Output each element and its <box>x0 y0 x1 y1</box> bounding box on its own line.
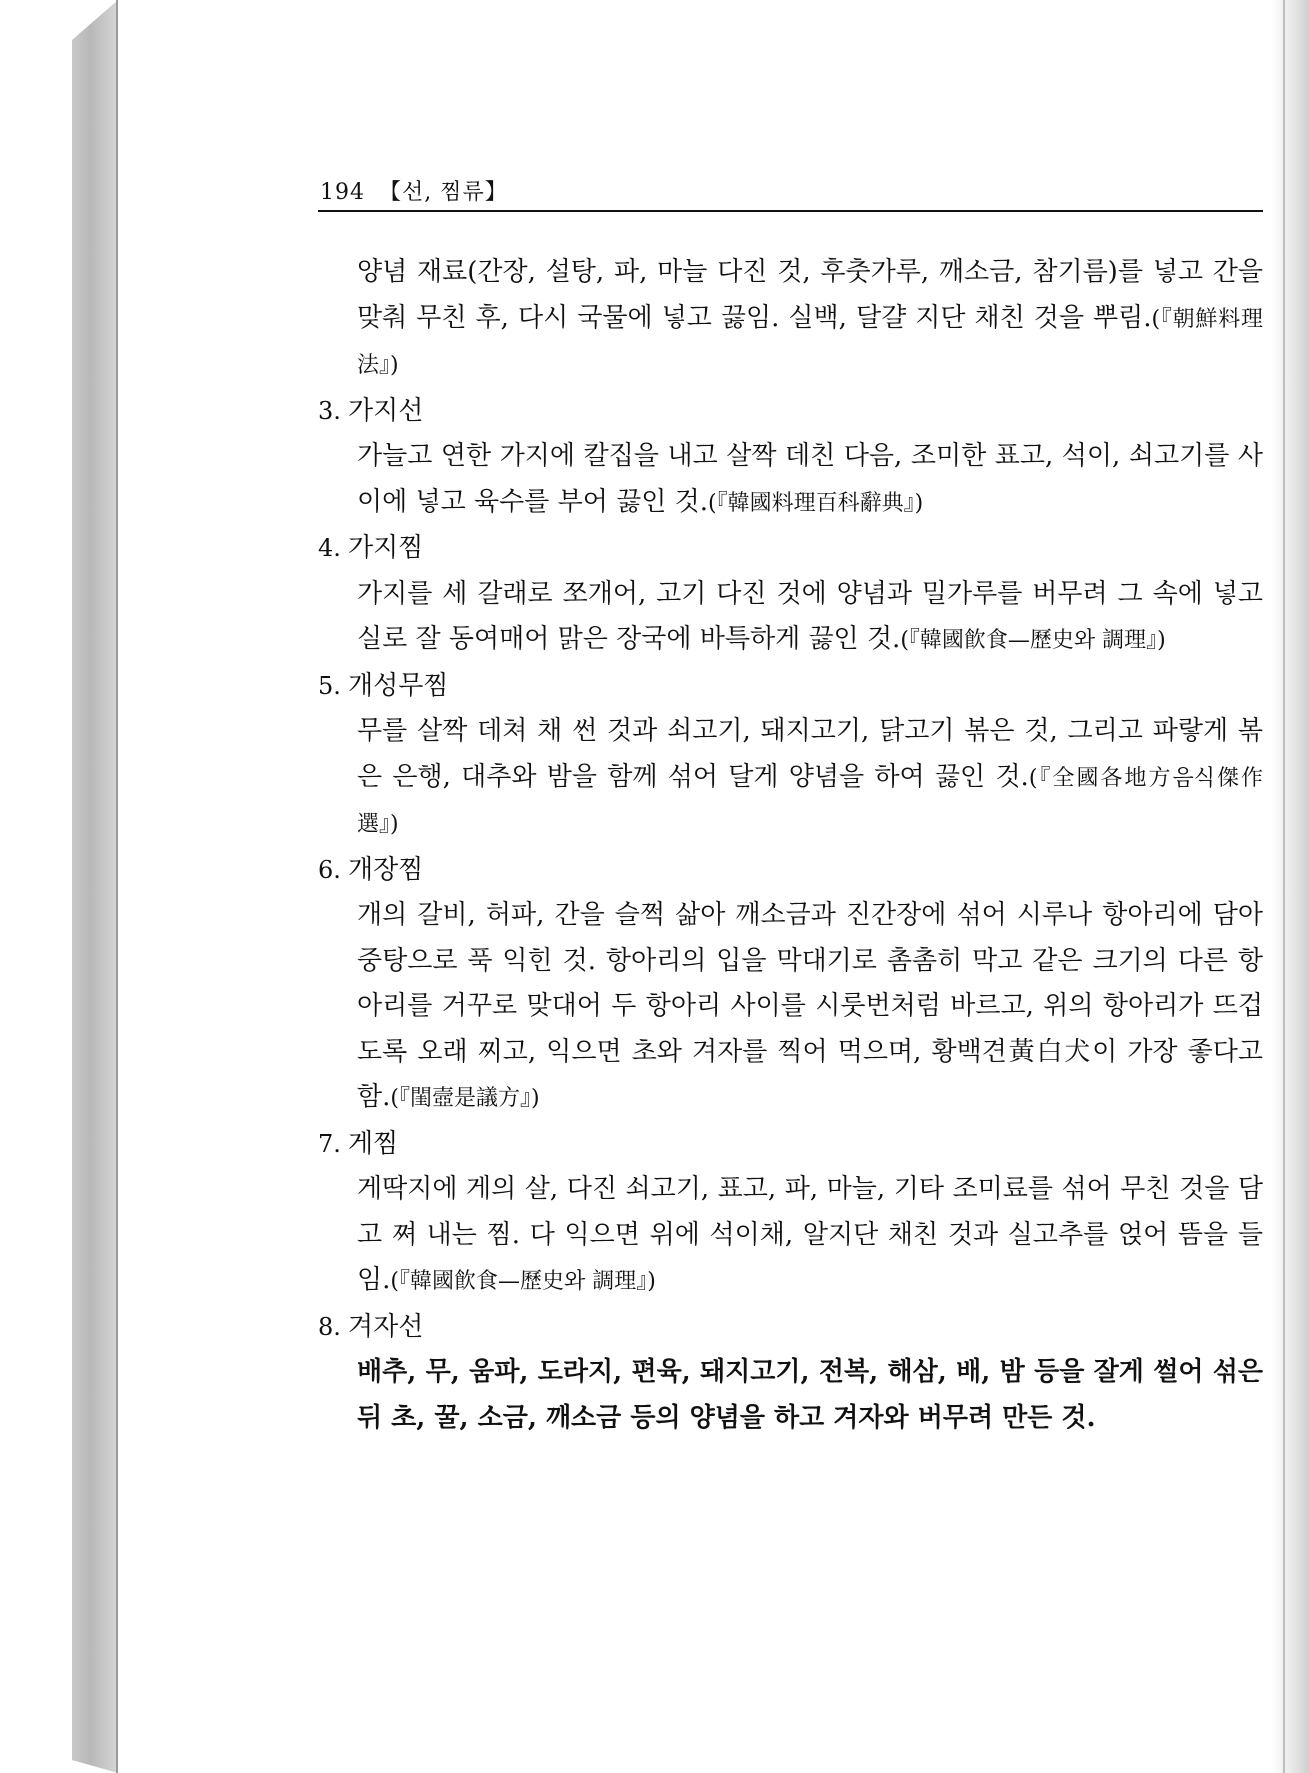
section-title: 【선, 찜류】 <box>379 180 508 205</box>
source-citation: (『韓國飮食—歷史와 調理』) <box>390 1269 656 1294</box>
entry-heading <box>318 526 1263 572</box>
entry-8 <box>318 1305 1263 1443</box>
entry-paragraph <box>318 1350 1263 1442</box>
entry-title: 가지선 <box>348 395 424 426</box>
entry-title: 개성무찜 <box>348 670 449 701</box>
header-rule <box>318 210 1263 212</box>
entry-title: 게찜 <box>348 1128 399 1159</box>
entry-number: 5. <box>318 671 341 700</box>
page-edge-line <box>1283 0 1285 1773</box>
entry-7 <box>318 1122 1263 1305</box>
entry-heading <box>318 1305 1263 1351</box>
page-edge-shadow <box>1271 0 1309 1773</box>
source-citation: (『韓國飮食—歷史와 調理』) <box>900 628 1166 653</box>
paragraph-text: 무를 살짝 데쳐 채 썬 것과 쇠고기, 돼지고기, 닭고기 볶은 것, 그리고 파랗게 볶은 은행, 대추와 밤을 함께 섞어 달게 양념을 하여 끓인 것. <box>357 716 1263 792</box>
paragraph-text: 게딱지에 게의 살, 다진 쇠고기, 표고, 파, 마늘, 기타 조미료를 섞어 무친 것을 담고 쪄 내는 찜. 다 익으면 위에 석이채, 알지단 채친 것과 실고추를 얹어 뜸을 들임. <box>357 1174 1263 1295</box>
entry-number: 6. <box>318 855 341 884</box>
source-citation: (『全國各地方음식傑作選』) <box>357 765 1263 837</box>
source-citation: (『韓國料理百科辭典』) <box>707 490 924 516</box>
entry-heading <box>318 389 1263 435</box>
paragraph-text: 배추, 무, 움파, 도라지, 편육, 돼지고기, 전복, 해삼, 배, 밤 등을 잘게 썰어 섞은 뒤 초, 꿀, 소금, 깨소금 등의 양념을 하고 겨자와 버무려 만든 것. <box>357 1357 1263 1433</box>
entry-paragraph <box>318 893 1263 1122</box>
entry-heading <box>318 1122 1263 1168</box>
entry-number: 4. <box>318 534 341 562</box>
paragraph-text: 양념 재료(간장, 설탕, 파, 마늘 다진 것, 후춧가루, 깨소금, 참기름)를 넣고 간을 맞춰 무친 후, 다시 국물에 넣고 끓임. 실백, 달걀 지단 채친 것을 뿌림. <box>357 257 1263 333</box>
entry-title: 겨자선 <box>348 1311 424 1342</box>
entry-3 <box>318 389 1263 527</box>
source-citation: (『閨壼是議方』) <box>390 1086 540 1111</box>
entry-title: 가지찜 <box>348 533 424 563</box>
paragraph-text: 가늘고 연한 가지에 칼집을 내고 살짝 데친 다음, 조미한 표고, 석이, 쇠고기를 사이에 넣고 육수를 부어 끓인 것. <box>357 441 1263 517</box>
body-text <box>318 250 1263 1442</box>
entry-paragraph <box>318 434 1263 526</box>
entry-paragraph <box>318 709 1263 848</box>
entry-5 <box>318 664 1263 848</box>
paragraph-text: 개의 갈비, 허파, 간을 슬쩍 삶아 깨소금과 진간장에 섞어 시루나 항아리에 담아 중탕으로 푹 익힌 것. 항아리의 입을 막대기로 촘촘히 막고 같은 크기의 다른 항아리를 거꾸로 맞대어 두 항아리 사이를 시룻번처럼 바르고, 위의 항아리가 뜨겁도록 오래 찌고, 익으면 초와 겨자를 찍어 먹으며, 황백견黃白犬이 가장 좋다고 함. <box>357 900 1263 1112</box>
book-edge <box>72 0 118 1773</box>
source-citation: (『朝鮮料理法』) <box>357 306 1263 378</box>
entry-paragraph <box>318 1167 1263 1305</box>
page-number: 194 <box>320 180 365 205</box>
running-head <box>320 175 508 206</box>
entry-title: 개장찜 <box>348 854 424 885</box>
entry-number: 3. <box>318 396 341 425</box>
entry-paragraph <box>318 572 1263 664</box>
book-page <box>118 0 1268 1773</box>
entry-heading <box>318 664 1263 710</box>
entry-number: 8. <box>318 1312 341 1341</box>
entry-number: 7. <box>318 1129 341 1158</box>
entry-6 <box>318 848 1263 1122</box>
paragraph-text: 가지를 세 갈래로 쪼개어, 고기 다진 것에 양념과 밀가루를 버무려 그 속에 넣고 실로 잘 동여매어 맑은 장국에 바특하게 끓인 것. <box>357 578 1263 654</box>
entry-4 <box>318 526 1263 664</box>
continuation-paragraph <box>318 250 1263 389</box>
entry-heading <box>318 848 1263 894</box>
